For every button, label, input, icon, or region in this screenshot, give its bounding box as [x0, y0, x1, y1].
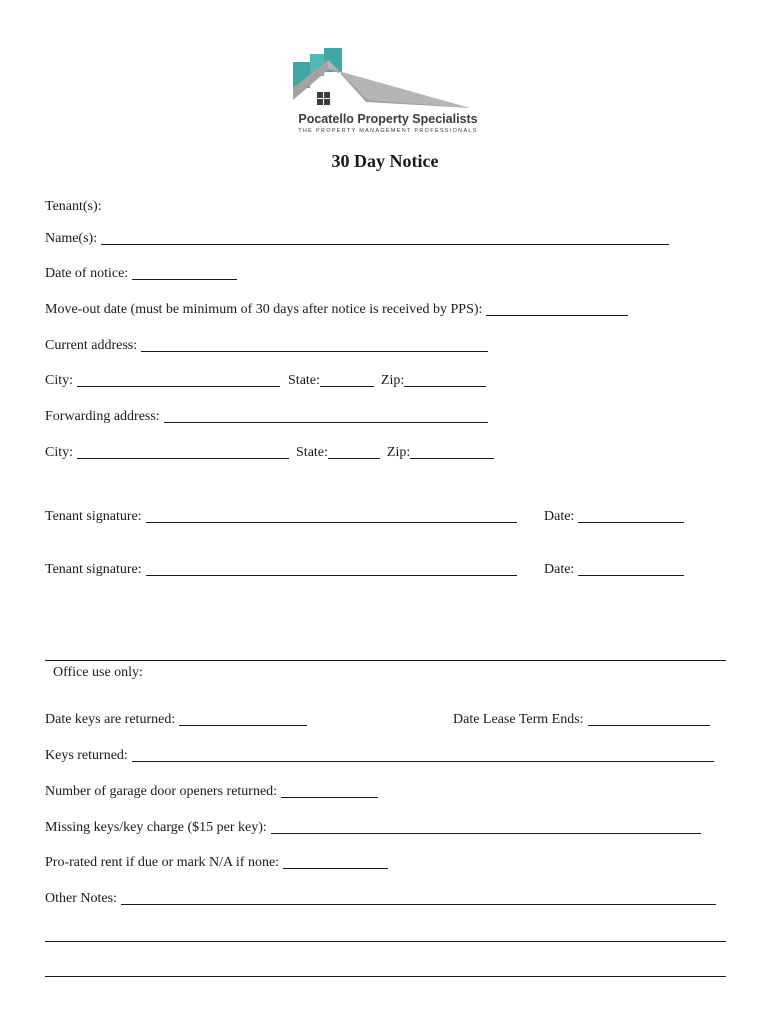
tenants-row: [45, 198, 102, 216]
date-label: Date:: [544, 509, 575, 524]
forwarding-city-row: [45, 444, 494, 462]
moveout-date-field[interactable]: [486, 301, 628, 316]
notice-date-label: Date of notice:: [45, 266, 129, 281]
garage-openers-field[interactable]: [281, 783, 378, 798]
house-logo-icon: [288, 44, 488, 110]
tenants-label: Tenant(s):: [45, 199, 102, 214]
lease-end-field[interactable]: [588, 711, 710, 726]
current-state-field[interactable]: [320, 372, 374, 387]
zip-label: Zip:: [380, 373, 405, 388]
forwarding-city-field[interactable]: [77, 444, 289, 459]
prorated-field[interactable]: [283, 854, 388, 869]
notice-date-row: [45, 265, 237, 283]
current-address-label: Current address:: [45, 338, 138, 353]
state-label: State:: [296, 445, 328, 460]
keys-returned-date-label: Date keys are returned:: [45, 712, 176, 727]
moveout-label: Move-out date (must be minimum of 30 days after notice is received by PPS):: [45, 302, 483, 317]
other-notes-line-3[interactable]: [45, 976, 726, 977]
keys-date-row: [45, 711, 307, 729]
signature-date-row-1: [544, 508, 684, 526]
other-notes-row: [45, 890, 716, 908]
lease-end-row: [453, 711, 710, 729]
tenant-signature-label: Tenant signature:: [45, 509, 142, 524]
missing-keys-label: Missing keys/key charge ($15 per key):: [45, 820, 267, 835]
lease-end-label: Date Lease Term Ends:: [453, 712, 584, 727]
city-label: City:: [45, 445, 74, 460]
other-notes-field[interactable]: [121, 890, 716, 905]
garage-openers-label: Number of garage door openers returned:: [45, 784, 278, 799]
date-label: Date:: [544, 562, 575, 577]
keys-returned-field[interactable]: [132, 747, 714, 762]
zip-label: Zip:: [386, 445, 411, 460]
signature-row-2: [45, 561, 517, 579]
forwarding-address-label: Forwarding address:: [45, 409, 160, 424]
signature-date-row-2: [544, 561, 684, 579]
missing-keys-field[interactable]: [271, 819, 701, 834]
tenant-signature-label: Tenant signature:: [45, 562, 142, 577]
garage-openers-row: [45, 783, 378, 801]
names-field[interactable]: [101, 230, 669, 245]
current-city-row: [45, 372, 486, 390]
forwarding-address-row: [45, 408, 488, 426]
prorated-row: [45, 854, 388, 872]
signature-date-field-2[interactable]: [578, 561, 684, 576]
state-label: State:: [288, 373, 320, 388]
page-title: 30 Day Notice: [331, 151, 439, 171]
tenant-signature-field-2[interactable]: [146, 561, 517, 576]
signature-row-1: [45, 508, 517, 526]
keys-returned-row: [45, 747, 714, 765]
company-name: Pocatello Property Specialists: [298, 112, 478, 126]
forwarding-zip-field[interactable]: [410, 444, 494, 459]
moveout-row: [45, 301, 628, 319]
office-use-heading: Office use only:: [53, 665, 143, 680]
office-divider: [45, 660, 726, 661]
keys-returned-date-field[interactable]: [179, 711, 307, 726]
office-heading-row: [53, 664, 143, 682]
prorated-label: Pro-rated rent if due or mark N/A if none:: [45, 855, 280, 870]
current-address-row: [45, 337, 488, 355]
names-label: Name(s):: [45, 231, 98, 246]
missing-keys-row: [45, 819, 701, 837]
forwarding-state-field[interactable]: [328, 444, 380, 459]
names-row: [45, 230, 669, 248]
other-notes-label: Other Notes:: [45, 891, 117, 906]
current-address-field[interactable]: [141, 337, 488, 352]
notice-date-field[interactable]: [132, 265, 237, 280]
forwarding-address-field[interactable]: [164, 408, 488, 423]
other-notes-line-2[interactable]: [45, 941, 726, 942]
company-logo: [288, 44, 488, 136]
signature-date-field-1[interactable]: [578, 508, 684, 523]
city-label: City:: [45, 373, 74, 388]
current-zip-field[interactable]: [404, 372, 486, 387]
keys-returned-label: Keys returned:: [45, 748, 128, 763]
company-tagline: THE PROPERTY MANAGEMENT PROFESSIONALS: [298, 128, 478, 134]
tenant-signature-field-1[interactable]: [146, 508, 517, 523]
current-city-field[interactable]: [77, 372, 280, 387]
